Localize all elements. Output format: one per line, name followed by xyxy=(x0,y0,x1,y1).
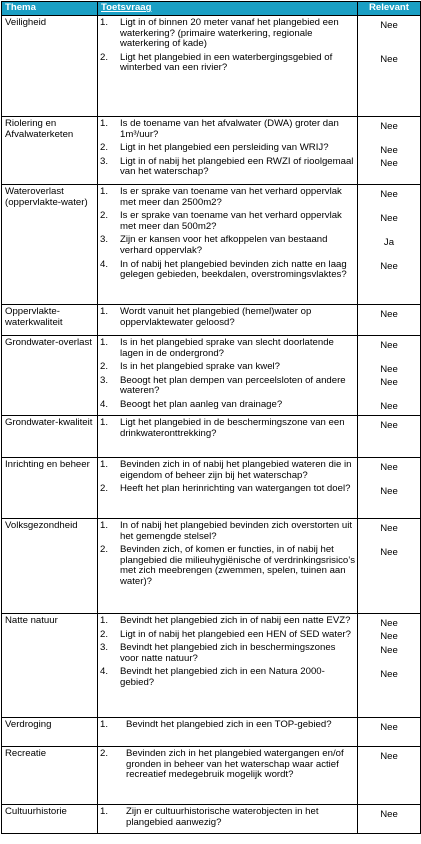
table-row xyxy=(2,117,421,185)
relevant-cell xyxy=(358,458,421,519)
relevant-value: Nee xyxy=(380,377,398,389)
relevant-cell xyxy=(358,805,421,834)
relevant-cell xyxy=(358,305,421,336)
question-number: 2. xyxy=(100,142,109,154)
question-number: 2. xyxy=(100,748,109,760)
thema-cell: Natte natuur xyxy=(2,614,98,718)
toetsvraag-cell xyxy=(98,16,358,117)
toetsvraag-cell xyxy=(98,336,358,416)
relevant-value: Nee xyxy=(380,522,398,534)
question-text: Zijn er cultuurhistorische waterobjecten in het plangebied aanwezig? xyxy=(126,806,319,828)
list-item xyxy=(100,187,355,208)
thema-cell: Cultuurhistorie xyxy=(2,805,98,834)
question-number: 1. xyxy=(100,719,109,731)
question-number: 1. xyxy=(100,118,109,129)
question-text: Heeft het plan herinrichting van watergangen tot doel? xyxy=(120,483,351,495)
header-thema: Thema xyxy=(2,2,98,16)
question-number: 1. xyxy=(100,306,109,317)
list-item xyxy=(100,400,355,411)
thema-cell: Volksgezondheid xyxy=(2,519,98,614)
list-item xyxy=(100,376,355,397)
list-item xyxy=(100,119,355,140)
question-number: 1. xyxy=(100,417,109,429)
relevant-cell xyxy=(358,336,421,416)
relevant-value: Nee xyxy=(380,54,398,66)
question-number: 1. xyxy=(100,186,109,197)
question-text: Ligt het plangebied in een waterbergingsgebied of winterbed van een rivier? xyxy=(120,51,333,74)
question-text: Is er sprake van toename van het verhard oppervlak met meer dan 2500m2? xyxy=(120,186,342,208)
relevant-value: Nee xyxy=(380,19,398,31)
table-row xyxy=(2,336,421,416)
toetsvraag-cell xyxy=(98,747,358,805)
question-text: Bevinden zich in het plangebied watergangen en/of gronden in beheer van het waterschap waar actief recreatief medegebruik mogelijk wordt? xyxy=(126,748,344,781)
relevant-value: Nee xyxy=(380,546,398,558)
table-header-row xyxy=(2,2,421,16)
question-number: 2. xyxy=(100,544,109,556)
relevant-value: Nee xyxy=(380,808,398,820)
question-number: 2. xyxy=(100,483,109,495)
question-number: 1. xyxy=(100,615,109,627)
question-text: In of nabij het plangebied bevinden zich overstorten uit het gemengde stelsel? xyxy=(120,520,353,542)
toetsvraag-cell xyxy=(98,519,358,614)
question-text: Bevindt het plangebied zich in beschermingszones voor natte natuur? xyxy=(120,642,336,664)
thema-cell: Grondwater-overlast xyxy=(2,336,98,416)
thema-cell: Riolering en Afvalwaterketen xyxy=(2,117,98,185)
question-text: Ligt in of binnen 20 meter vanaf het plangebied een waterkering? (primaire waterkering, regionale waterkering of kade) xyxy=(120,17,339,50)
list-item xyxy=(100,143,355,154)
question-text: Is de toename van het afvalwater (DWA) groter dan 1m³/uur? xyxy=(120,118,339,140)
toetsvraag-cell xyxy=(98,117,358,185)
question-number: 3. xyxy=(100,155,109,167)
table-row xyxy=(2,416,421,458)
question-text: Bevindt het plangebied zich in een TOP-gebied? xyxy=(126,719,332,731)
list-item xyxy=(100,667,355,688)
relevant-cell xyxy=(358,747,421,805)
thema-cell: Veiligheid xyxy=(2,16,98,117)
question-number: 1. xyxy=(100,337,109,348)
table-row xyxy=(2,185,421,305)
header-toetsvraag: Toetsvraag xyxy=(98,2,358,16)
question-text: Wordt vanuit het plangebied (hemel)water op oppervlaktewater geloosd? xyxy=(120,306,312,328)
table-row xyxy=(2,458,421,519)
question-number: 3. xyxy=(100,642,109,654)
list-item xyxy=(100,18,355,50)
question-text: Ligt het plangebied in de beschermingszone van een drinkwateronttrekking? xyxy=(120,417,345,439)
relevant-cell xyxy=(358,614,421,718)
relevant-value: Nee xyxy=(380,308,398,320)
relevant-value: Nee xyxy=(380,158,398,170)
thema-cell: Oppervlakte-waterkwaliteit xyxy=(2,305,98,336)
table-row xyxy=(2,747,421,805)
table-row xyxy=(2,519,421,614)
question-number: 3. xyxy=(100,374,109,386)
list-item xyxy=(100,362,355,373)
question-text: Bevinden zich in of nabij het plangebied wateren die in eigendom of beheer zijn bij het waterschap? xyxy=(120,459,352,481)
relevant-value: Nee xyxy=(380,668,398,680)
question-number: 2. xyxy=(100,628,109,640)
question-number: 1. xyxy=(100,520,109,532)
question-number: 4. xyxy=(100,258,109,270)
relevant-value: Nee xyxy=(380,461,398,473)
list-item xyxy=(100,157,355,178)
list-item xyxy=(100,235,355,256)
relevant-value: Nee xyxy=(380,363,398,375)
relevant-value: Nee xyxy=(380,120,398,132)
thema-cell: Inrichting en beheer xyxy=(2,458,98,519)
list-item xyxy=(100,720,355,731)
table-row xyxy=(2,614,421,718)
list-item xyxy=(100,211,355,232)
question-text: Is er sprake van toename van het verhard oppervlak met meer dan 500m2? xyxy=(120,210,342,232)
relevant-value: Nee xyxy=(380,144,398,156)
question-text: Beoogt het plan aanleg van drainage? xyxy=(120,398,283,410)
list-item xyxy=(100,749,355,781)
relevant-value: Ja xyxy=(383,236,395,248)
question-number: 1. xyxy=(100,17,109,28)
relevant-cell xyxy=(358,16,421,117)
question-text: Bevinden zich, of komen er functies, in of nabij het plangebied die milieuhygiënische of verdrinkingsrisico’s met zich meebrengen (zwemmen, spelen, tuinen aan water)? xyxy=(120,544,355,588)
toetsvraag-cell xyxy=(98,458,358,519)
relevant-cell xyxy=(358,117,421,185)
toetsvraag-cell xyxy=(98,718,358,747)
list-item xyxy=(100,260,355,281)
toetsvraag-cell xyxy=(98,805,358,834)
question-number: 2. xyxy=(100,51,109,63)
list-item xyxy=(100,460,355,481)
question-number: 4. xyxy=(100,666,109,678)
toetsvraag-cell xyxy=(98,614,358,718)
list-item xyxy=(100,807,355,828)
question-text: Is in het plangebied sprake van kwel? xyxy=(120,361,280,373)
toetsvraag-cell xyxy=(98,305,358,336)
question-number: 2. xyxy=(100,210,109,222)
question-number: 4. xyxy=(100,398,109,410)
list-item xyxy=(100,545,355,587)
relevant-value: Nee xyxy=(380,644,398,656)
list-item xyxy=(100,521,355,542)
relevant-value: Nee xyxy=(380,188,398,200)
relevant-value: Nee xyxy=(380,339,398,351)
thema-cell: Verdroging xyxy=(2,718,98,747)
list-item xyxy=(100,643,355,664)
question-number: 1. xyxy=(100,459,109,471)
relevant-value: Nee xyxy=(380,750,398,762)
list-item xyxy=(100,630,355,641)
thema-cell: Wateroverlast (oppervlakte-water) xyxy=(2,185,98,305)
list-item xyxy=(100,484,355,495)
question-text: Zijn er kansen voor het afkoppelen van bestaand verhard oppervlak? xyxy=(120,234,328,256)
relevant-value: Nee xyxy=(380,212,398,224)
relevant-cell xyxy=(358,416,421,458)
question-text: Ligt in het plangebied een persleiding van WRIJ? xyxy=(120,142,329,154)
relevant-value: Nee xyxy=(380,401,398,413)
list-item xyxy=(100,307,355,328)
question-text: Ligt in of nabij het plangebied een RWZI of rioolgemaal van het waterschap? xyxy=(120,155,354,178)
relevant-value: Nee xyxy=(380,261,398,273)
table-row xyxy=(2,16,421,117)
relevant-cell xyxy=(358,185,421,305)
question-text: Ligt in of nabij het plangebied een HEN of SED water? xyxy=(120,628,351,640)
list-item xyxy=(100,616,355,627)
toetsvraag-cell xyxy=(98,416,358,458)
relevant-cell xyxy=(358,718,421,747)
relevant-value: Nee xyxy=(380,419,398,431)
thema-cell: Grondwater-kwaliteit xyxy=(2,416,98,458)
relevant-value: Nee xyxy=(380,485,398,497)
toetsvraag-cell xyxy=(98,185,358,305)
relevant-cell xyxy=(358,519,421,614)
question-text: In of nabij het plangebied bevinden zich natte en laag gelegen gebieden, beekdalen, overstromingsvlaktes? xyxy=(120,258,347,281)
relevant-value: Nee xyxy=(380,631,398,643)
table-row xyxy=(2,718,421,747)
question-number: 1. xyxy=(100,806,109,818)
list-item xyxy=(100,418,355,439)
toetsvragen-table xyxy=(1,1,421,834)
question-text: Bevindt het plangebied zich in of nabij een natte EVZ? xyxy=(120,615,351,627)
thema-cell: Recreatie xyxy=(2,747,98,805)
table-row xyxy=(2,805,421,834)
header-relevant: Relevant xyxy=(358,2,421,16)
question-number: 2. xyxy=(100,361,109,373)
question-text: Is in het plangebied sprake van slecht doorlatende lagen in de ondergrond? xyxy=(120,337,334,359)
question-text: Beoogt het plan dempen van perceelsloten of andere wateren? xyxy=(120,374,346,397)
table-row xyxy=(2,305,421,336)
question-number: 3. xyxy=(100,234,109,246)
list-item xyxy=(100,338,355,359)
relevant-value: Nee xyxy=(380,617,398,629)
question-text: Bevindt het plangebied zich in een Natura 2000-gebied? xyxy=(120,666,325,689)
list-item xyxy=(100,53,355,74)
relevant-value: Nee xyxy=(380,721,398,733)
